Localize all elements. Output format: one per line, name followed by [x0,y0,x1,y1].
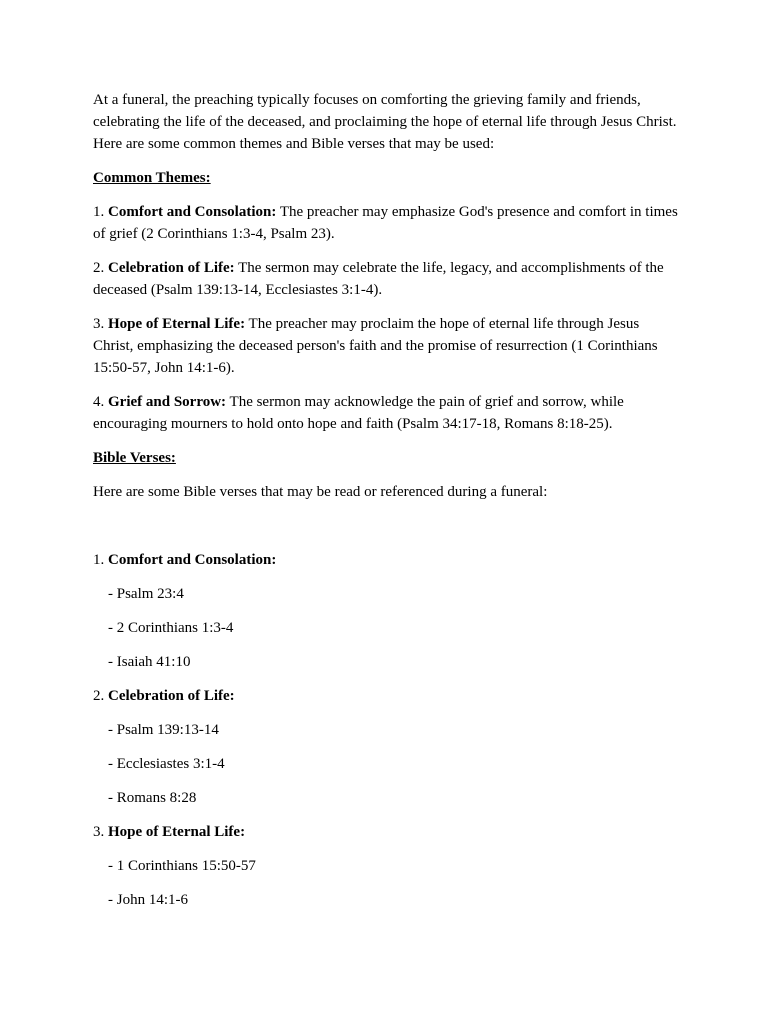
verse-group-term: Hope of Eternal Life: [108,824,246,840]
verse-reference: - 1 Corinthians 15:50-57 [108,858,256,874]
theme-number: 2. [93,260,108,276]
verse-group-title [93,821,683,843]
verse-reference: - John 14:1-6 [108,892,188,908]
verse-reference: - Romans 8:28 [108,790,197,806]
verse-group-number: 1. [93,552,108,568]
theme-description: The preacher may proclaim the hope of eternal life through Jesus Christ, emphasizing the deceased person's faith and the promise of resurrection (1 Corinthians 15:50-57, John 14:1-6). [93,316,658,376]
verses-intro: Here are some Bible verses that may be read or referenced during a funeral: [93,484,548,500]
theme-description: The sermon may celebrate the life, legacy, and accomplishments of the deceased (Psalm 139:13-14, Ecclesiastes 3:1-4). [93,260,664,298]
verse-reference: - Psalm 139:13-14 [108,722,219,738]
verse-reference: - Isaiah 41:10 [108,654,191,670]
verse-reference: - Psalm 23:4 [108,586,184,602]
theme-term: Celebration of Life: [108,260,235,276]
verse-group-number: 2. [93,688,108,704]
verse-reference: - Ecclesiastes 3:1-4 [108,756,225,772]
theme-item [93,313,683,379]
theme-number: 3. [93,316,108,332]
bible-verses-heading: Bible Verses: [93,450,176,466]
verse-group-title [93,685,683,707]
theme-term: Grief and Sorrow: [108,394,227,410]
blank-spacer [93,515,683,549]
theme-item [93,391,683,435]
verse-reference: - 2 Corinthians 1:3-4 [108,620,234,636]
verse-group-number: 3. [93,824,108,840]
verse-group-title [93,549,683,571]
verse-group-term: Comfort and Consolation: [108,552,277,568]
theme-item [93,201,683,245]
verse-group-term: Celebration of Life: [108,688,235,704]
theme-number: 4. [93,394,108,410]
theme-description: The preacher may emphasize God's presence and comfort in times of grief (2 Corinthians 1:3-4, Psalm 23). [93,204,678,242]
theme-term: Hope of Eternal Life: [108,316,246,332]
document-page [93,89,683,923]
theme-item [93,257,683,301]
intro-paragraph: At a funeral, the preaching typically focuses on comforting the grieving family and friends, celebrating the life of the deceased, and proclaiming the hope of eternal life through Jesus Christ. Here are some common themes and Bible verses that may be used: [93,92,677,152]
common-themes-heading: Common Themes: [93,170,211,186]
theme-term: Comfort and Consolation: [108,204,277,220]
theme-number: 1. [93,204,108,220]
theme-description: The sermon may acknowledge the pain of grief and sorrow, while encouraging mourners to hold onto hope and faith (Psalm 34:17-18, Romans 8:18-25). [93,394,624,432]
